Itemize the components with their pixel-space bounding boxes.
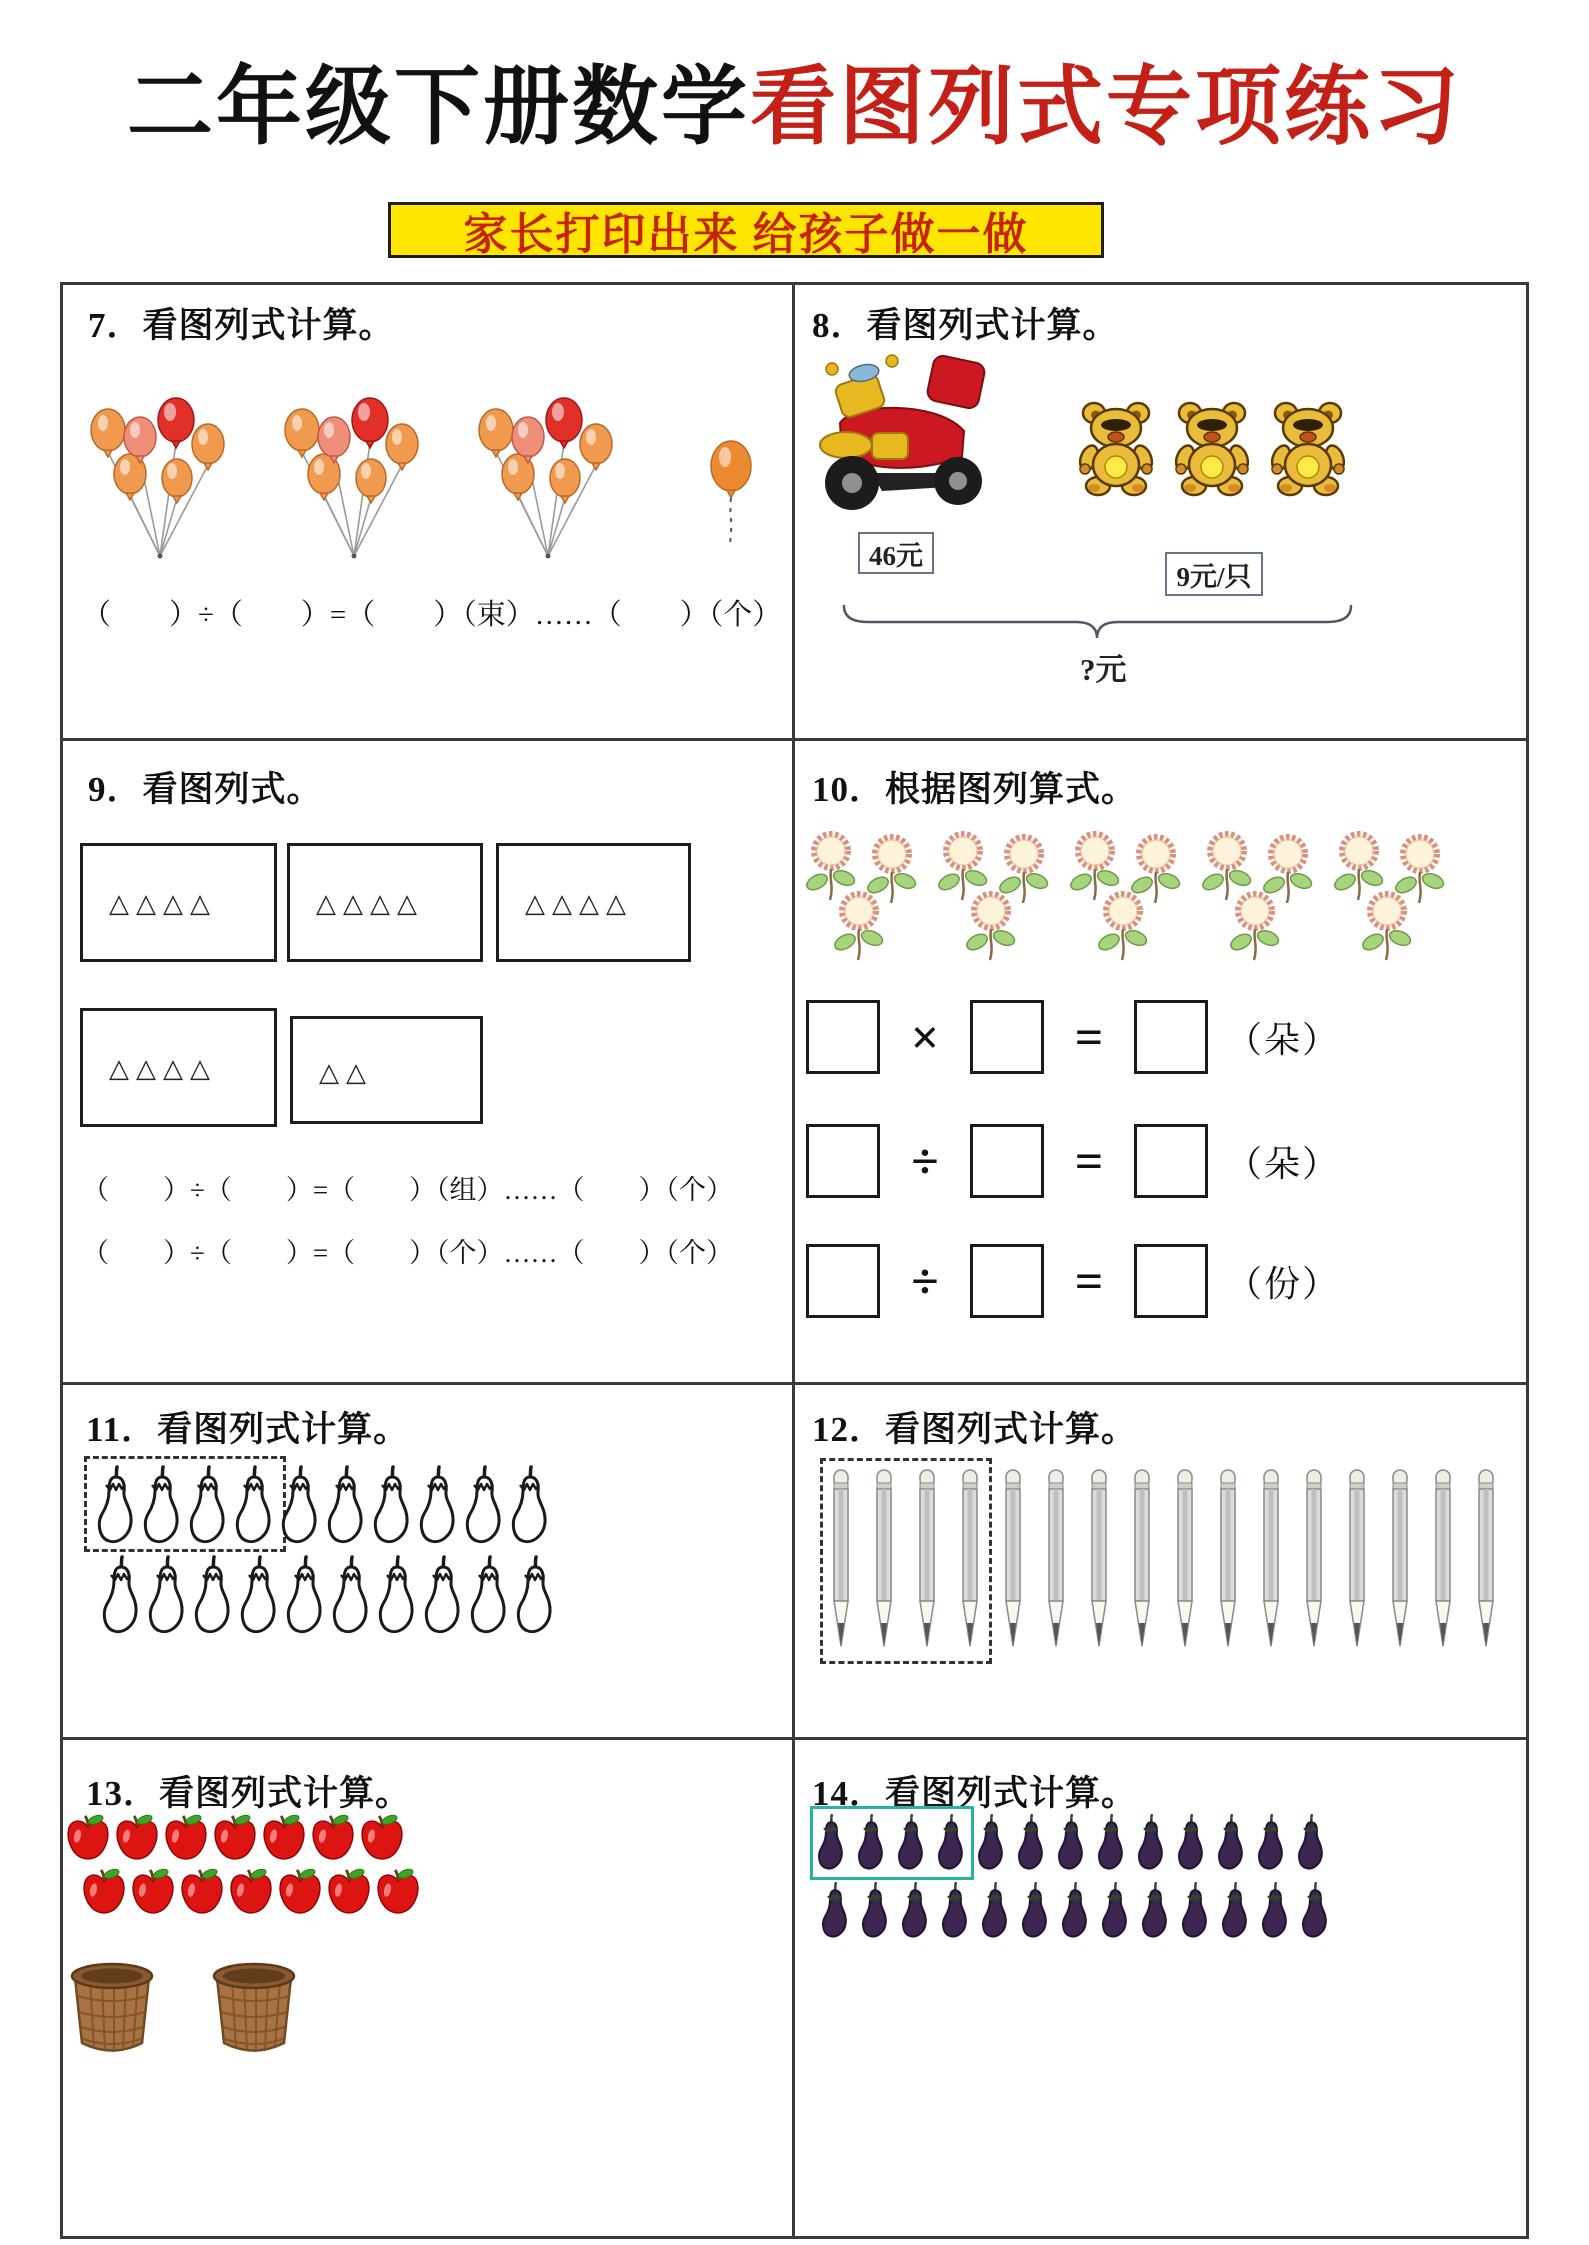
pencil-icon [828,1468,854,1656]
triangle-group: △△ [319,1057,373,1087]
problem-8-title: 8．看图列式计算。 [812,306,1119,345]
apple-icon [260,1812,308,1864]
triangle-box-4 [80,1008,277,1127]
eggplant-icon [1136,1812,1166,1874]
problem-7-single-balloon [700,430,762,548]
problem-9-equation-2: （ ）÷（ ）=（ ）（个）……（ ）（个） [82,1238,734,1268]
eggplant-icon [284,1554,326,1638]
triangle-box-1 [80,843,277,962]
problem-14-eggplants-row-1 [816,1812,1326,1874]
answer-box [1134,1124,1208,1198]
problem-10-flower-groups [802,826,1450,964]
triangle-group: △△△△ [109,1053,217,1083]
triangle-group: △△△△ [525,888,633,918]
answer-box [806,1124,880,1198]
flower-group [1066,826,1186,964]
balloon-bunch-icon [268,382,436,570]
eggplant-icon [1296,1812,1326,1874]
flower [830,886,888,969]
eggplant-icon [468,1554,510,1638]
flower-group [1330,826,1450,964]
basket-icon [206,1946,302,2058]
triangle-group: △△△△ [316,888,424,918]
teddy-bear-icon [1262,398,1354,498]
eggplant-icon [820,1880,850,1942]
eggplant-icon [233,1464,275,1548]
single-balloon-icon [700,430,762,548]
eggplant-icon [1256,1812,1286,1874]
unit-label: （朵） [1226,1143,1341,1184]
problem-11-eggplants-row-1 [95,1464,551,1548]
divide-operator: ÷ [911,1253,939,1309]
problem-11-title: 11．看图列式计算。 [86,1410,410,1449]
problem-10-equation-divide-1 [806,1124,1340,1198]
multiply-operator: × [910,1009,940,1065]
eggplant-icon [1096,1812,1126,1874]
triangle-box-2 [287,843,483,962]
equals-sign: = [1074,1009,1104,1065]
pencil-icon [957,1468,983,1656]
apple-icon [178,1866,226,1918]
apple-icon [325,1866,373,1918]
pencil-icon [1000,1468,1026,1656]
banner-note [388,202,1104,258]
motorcycle-price-tag: 46元 [858,532,934,574]
eggplant-icon [1220,1880,1250,1942]
problem-14-eggplants-row-2 [820,1880,1330,1942]
divide-operator: ÷ [911,1133,939,1189]
problem-12-pencils-row [828,1468,1499,1656]
unit-label: （份） [1226,1263,1341,1304]
eggplant-icon [1300,1880,1330,1942]
eggplant-icon [1060,1880,1090,1942]
page-title-red: 看图列式专项练习 [750,59,1462,155]
apple-icon [80,1866,128,1918]
teddy-bear-icon [1070,398,1162,498]
eggplant-icon [936,1812,966,1874]
flower [1226,886,1284,969]
problem-13-apples-row-1 [64,1812,406,1864]
eggplant-icon [1176,1812,1206,1874]
pencil-icon [1086,1468,1112,1656]
problem-9-equation-1: （ ）÷（ ）=（ ）（组）……（ ）（个） [82,1175,734,1205]
column-divider [792,282,795,2239]
problem-11-eggplants-row-2 [100,1554,556,1638]
flower [962,886,1020,969]
teddy-bear-icon [1166,398,1258,498]
apple-icon [309,1812,357,1864]
pencil-icon [1172,1468,1198,1656]
eggplant-icon [940,1880,970,1942]
eggplant-icon [146,1554,188,1638]
problem-7-equation: （ ）÷（ ）=（ ）（束）……（ ）（个） [82,599,782,631]
eggplant-icon [980,1880,1010,1942]
eggplant-icon [1100,1880,1130,1942]
problem-7-balloon-bunches [74,382,630,570]
bear-price-tag: 9元/只 [1165,552,1263,596]
eggplant-icon [330,1554,372,1638]
apple-icon [113,1812,161,1864]
pencil-icon [1129,1468,1155,1656]
triangle-box-5 [290,1016,483,1124]
answer-box [1134,1244,1208,1318]
pencil-icon [1344,1468,1370,1656]
pencil-icon [1430,1468,1456,1656]
eggplant-icon [463,1464,505,1548]
problem-7-title: 7．看图列式计算。 [88,306,395,345]
problem-10-title: 10．根据图列算式。 [812,770,1138,809]
eggplant-icon [238,1554,280,1638]
eggplant-icon [1056,1812,1086,1874]
apple-icon [374,1866,422,1918]
eggplant-icon [417,1464,459,1548]
balloon-bunch-icon [74,382,242,570]
problem-12-title: 12．看图列式计算。 [812,1410,1138,1449]
basket-icon [64,1946,160,2058]
answer-box [970,1124,1044,1198]
pencil-icon [871,1468,897,1656]
apple-icon [276,1866,324,1918]
problem-14-title: 14．看图列式计算。 [812,1774,1138,1813]
eggplant-icon [900,1880,930,1942]
eggplant-icon [141,1464,183,1548]
eggplant-icon [371,1464,413,1548]
eggplant-icon [1260,1880,1290,1942]
eggplant-icon [509,1464,551,1548]
total-price-question: ?元 [1080,652,1127,687]
eggplant-icon [187,1464,229,1548]
answer-box [970,1000,1044,1074]
eggplant-icon [1016,1812,1046,1874]
pencil-icon [1215,1468,1241,1656]
eggplant-icon [514,1554,556,1638]
eggplant-icon [1180,1880,1210,1942]
apple-icon [162,1812,210,1864]
apple-icon [129,1866,177,1918]
apple-icon [227,1866,275,1918]
flower [1358,886,1416,969]
flower-group [1198,826,1318,964]
eggplant-icon [860,1880,890,1942]
equals-sign: = [1074,1253,1104,1309]
pencil-icon [1473,1468,1499,1656]
flower-group [934,826,1054,964]
balloon-bunch-icon [462,382,630,570]
apple-icon [358,1812,406,1864]
problem-13-apples-row-2 [80,1866,422,1918]
banner-text: 家长打印出来 给孩子做一做 [463,210,1029,259]
pencil-icon [1258,1468,1284,1656]
answer-box [806,1000,880,1074]
flower-group [802,826,922,964]
problem-13-title: 13．看图列式计算。 [86,1774,412,1813]
problem-9-title: 9．看图列式。 [88,770,323,809]
problem-10-equation-divide-2 [806,1244,1340,1318]
eggplant-icon [192,1554,234,1638]
pencil-icon [1301,1468,1327,1656]
toy-motorcycle-image [812,345,1002,525]
eggplant-icon [1020,1880,1050,1942]
eggplant-icon [816,1812,846,1874]
unit-label: （朵） [1226,1019,1341,1060]
eggplant-icon [325,1464,367,1548]
apple-icon [64,1812,112,1864]
pencil-icon [1043,1468,1069,1656]
answer-box [1134,1000,1208,1074]
problem-13-baskets [64,1946,302,2058]
answer-box [806,1244,880,1318]
eggplant-icon [376,1554,418,1638]
problem-8-bears [1070,398,1354,498]
eggplant-icon [279,1464,321,1548]
eggplant-icon [976,1812,1006,1874]
triangle-box-3 [496,843,691,962]
pencil-icon [1387,1468,1413,1656]
triangle-group: △△△△ [109,888,217,918]
eggplant-icon [100,1554,142,1638]
eggplant-icon [1216,1812,1246,1874]
eggplant-icon [896,1812,926,1874]
equals-sign: = [1074,1133,1104,1189]
answer-box [970,1244,1044,1318]
eggplant-icon [856,1812,886,1874]
flower [1094,886,1152,969]
apple-icon [211,1812,259,1864]
eggplant-icon [422,1554,464,1638]
problem-10-equation-multiply [806,1000,1340,1074]
pencil-icon [914,1468,940,1656]
brace-under-items [840,602,1355,647]
page-title-black: 二年级下册数学 [127,59,750,155]
eggplant-icon [1140,1880,1170,1942]
page-title [0,34,1589,164]
eggplant-icon [95,1464,137,1548]
